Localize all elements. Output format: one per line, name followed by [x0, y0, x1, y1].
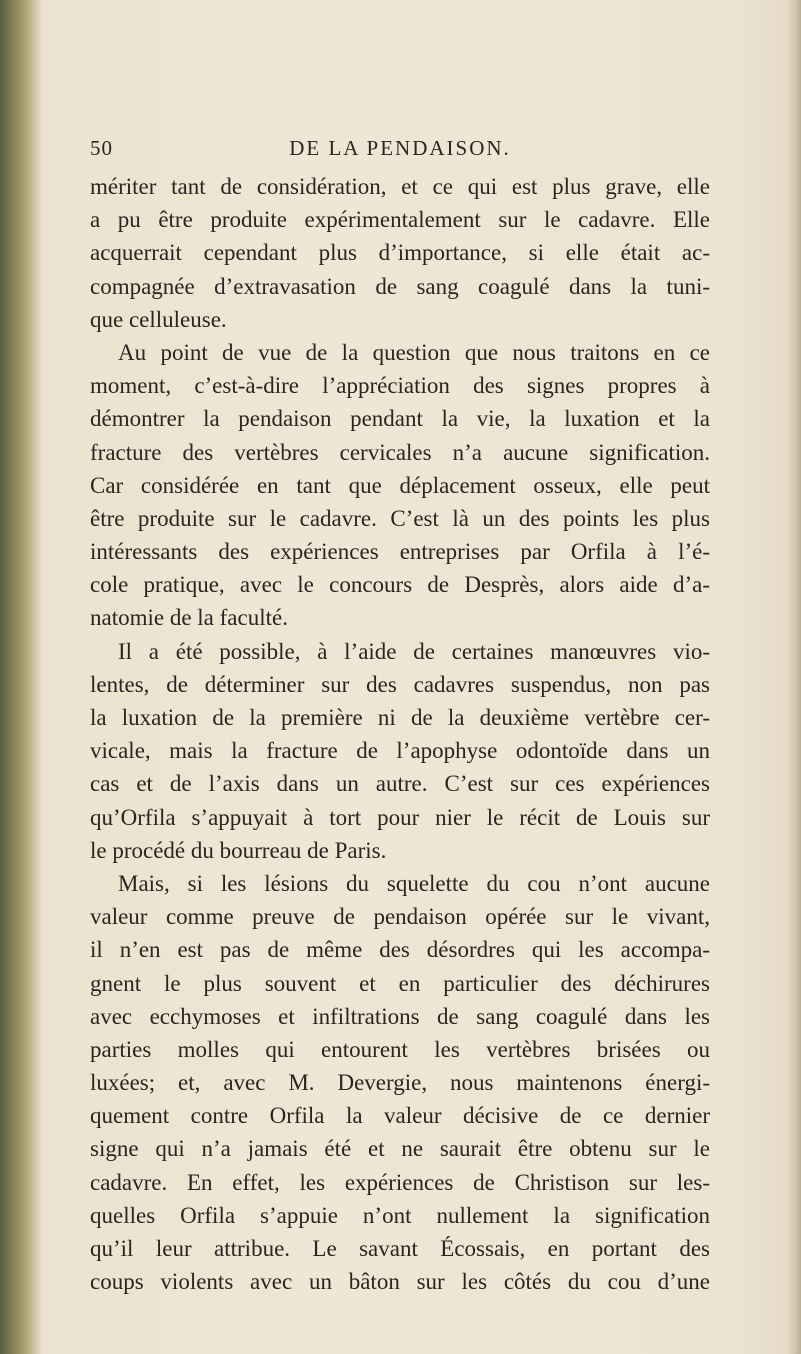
page-binding-edge — [0, 0, 42, 1354]
page-header — [90, 136, 710, 164]
text-line: parties molles qui entourent les vertèbres brisées ou — [90, 1036, 710, 1062]
text-line: qu’il leur attribue. Le savant Écossais, en portant des — [90, 1236, 710, 1261]
text-line: être produite sur le cadavre. C’est là un des points les plus — [90, 505, 710, 531]
text-line: la luxation de la première ni de la deuxième vertèbre cer- — [90, 705, 710, 730]
text-line: coups violents avec un bâton sur les côtés du cou d’une — [90, 1269, 710, 1295]
text-line: mériter tant de considération, et ce qui est plus grave, elle — [90, 174, 710, 199]
text-line: Au point de vue de la question que nous traitons en ce — [118, 339, 710, 365]
text-line: qu’Orfila s’appuyait à tort pour nier le récit de Louis sur — [90, 804, 710, 830]
body-text — [90, 170, 710, 1298]
text-line: le procédé du bourreau de Paris. — [90, 837, 387, 863]
text-line: Mais, si les lésions du squelette du cou n’ont aucune — [118, 870, 710, 896]
text-line: lentes, de déterminer sur des cadavres suspendus, non pas — [90, 671, 710, 697]
text-line: démontrer la pendaison pendant la vie, la luxation et la — [90, 406, 710, 432]
page-number: 50 — [90, 136, 113, 160]
text-line: quement contre Orfila la valeur décisive de ce dernier — [90, 1103, 710, 1129]
text-line: a pu être produite expérimentalement sur le cadavre. Elle — [90, 207, 710, 233]
text-line: natomie de la faculté. — [90, 605, 288, 631]
text-line: cadavre. En effet, les expériences de Christison sur les- — [90, 1169, 710, 1195]
text-line: avec ecchymoses et infiltrations de sang coagulé dans les — [90, 1003, 710, 1029]
text-line: Il a été possible, à l’aide de certaines manœuvres vio- — [118, 638, 710, 664]
text-line: fracture des vertèbres cervicales n’a aucune signification. — [90, 439, 710, 465]
text-line: moment, c’est-à-dire l’appréciation des signes propres à — [90, 373, 710, 399]
text-line: acquerrait cependant plus d’importance, si elle était ac- — [90, 240, 710, 266]
text-line: valeur comme preuve de pendaison opérée sur le vivant, — [90, 904, 710, 930]
text-line: vicale, mais la fracture de l’apophyse odontoïde dans un — [90, 738, 710, 764]
text-line: que celluleuse. — [90, 306, 227, 332]
text-line: signe qui n’a jamais été et ne saurait être obtenu sur le — [90, 1136, 710, 1162]
page-right-edge — [787, 0, 801, 1354]
text-line: cole pratique, avec le concours de Desprès, alors aide d’a- — [90, 572, 710, 598]
text-line: cas et de l’axis dans un autre. C’est sur ces expériences — [90, 771, 710, 797]
text-line: quelles Orfila s’appuie n’ont nullement la signification — [90, 1202, 710, 1228]
text-line: luxées; et, avec M. Devergie, nous maintenons énergi- — [90, 1070, 710, 1096]
running-head: DE LA PENDAISON. — [289, 136, 511, 160]
text-line: Car considérée en tant que déplacement osseux, elle peut — [90, 472, 710, 498]
text-line: compagnée d’extravasation de sang coagulé dans la tuni- — [90, 273, 710, 299]
text-line: gnent le plus souvent et en particulier des déchirures — [90, 970, 710, 996]
text-line: intéressants des expériences entreprises par Orfila à l’é- — [90, 539, 710, 565]
text-line: il n’en est pas de même des désordres qui les accompa- — [90, 937, 710, 963]
